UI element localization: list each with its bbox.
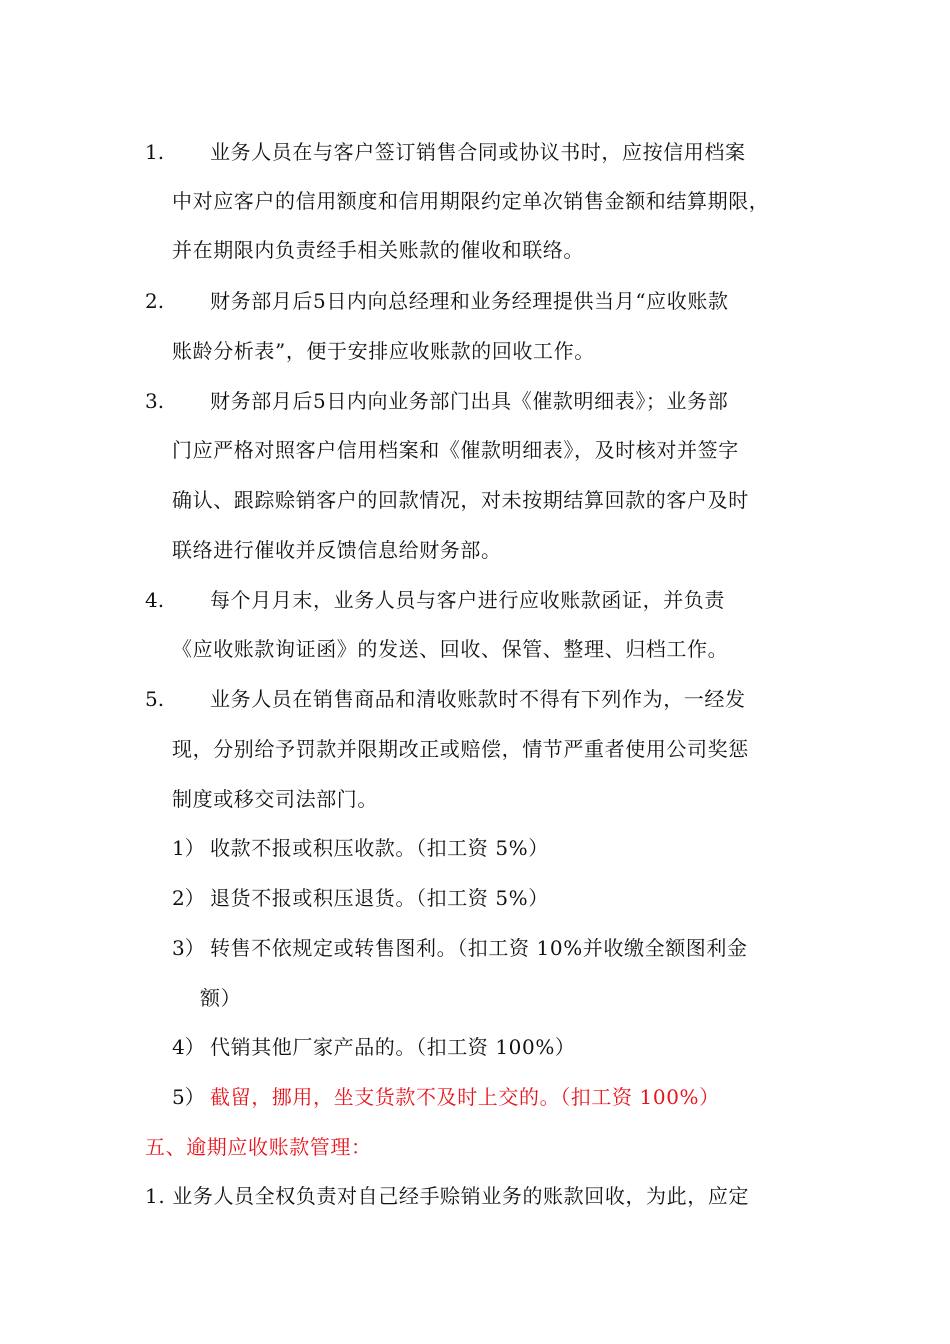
sub-item-2-number: 2）: [172, 886, 205, 910]
sub-item-2-text: 退货不报或积压退货。（扣工资 5%）: [210, 886, 549, 910]
sub-item-3-number: 3）: [172, 936, 205, 960]
item-5-line-2: 现，分别给予罚款并限期改正或赔偿，情节严重者使用公司奖惩: [172, 737, 749, 761]
item-1-number: 1.: [145, 140, 165, 164]
item-2-line-1: 财务部月后5日内向总经理和业务经理提供当月“应收账款: [210, 289, 729, 313]
item-3-line-3: 确认、跟踪赊销客户的回款情况，对未按期结算回款的客户及时: [172, 488, 749, 512]
item-4-number: 4.: [145, 588, 165, 612]
item-3-line-2: 门应严格对照客户信用档案和《催款明细表》，及时核对并签字: [172, 438, 739, 462]
sub-item-5-text: 截留，挪用，坐支货款不及时上交的。（扣工资 100%）: [210, 1085, 720, 1109]
sub-item-4-text: 代销其他厂家产品的。（扣工资 100%）: [210, 1035, 576, 1059]
sub-item-5-number: 5）: [172, 1085, 205, 1109]
item-2-line-2: 账龄分析表”，便于安排应收账款的回收工作。: [172, 339, 595, 363]
item-3-line-4: 联络进行催收并反馈信息给财务部。: [172, 538, 502, 562]
item-4-line-1: 每个月月末，业务人员与客户进行应收账款函证，并负责: [210, 588, 725, 612]
section-heading: 五、逾期应收账款管理：: [145, 1135, 372, 1159]
item-3-number: 3.: [145, 389, 165, 413]
item-3-line-1: 财务部月后5日内向业务部门出具《催款明细表》；业务部: [210, 389, 729, 413]
sub-item-4-number: 4）: [172, 1035, 205, 1059]
item-1-line-2: 中对应客户的信用额度和信用期限约定单次销售金额和结算期限，: [172, 189, 770, 213]
section-line-1: 1. 业务人员全权负责对自己经手赊销业务的账款回收，为此，应定: [145, 1184, 750, 1208]
item-5-line-3: 制度或移交司法部门。: [172, 787, 378, 811]
item-5-line-1: 业务人员在销售商品和清收账款时不得有下列作为，一经发: [210, 687, 746, 711]
sub-item-1-number: 1）: [172, 836, 205, 860]
sub-item-3-text: 转售不依规定或转售图利。（扣工资 10%并收缴全额图利金: [210, 936, 748, 960]
sub-item-1-text: 收款不报或积压收款。（扣工资 5%）: [210, 836, 549, 860]
item-1-line-3: 并在期限内负责经手相关账款的催收和联络。: [172, 238, 584, 262]
item-2-number: 2.: [145, 289, 165, 313]
item-4-line-2: 《应收账款询证函》的发送、回收、保管、整理、归档工作。: [172, 637, 729, 661]
item-5-number: 5.: [145, 687, 165, 711]
item-1-line-1: 业务人员在与客户签订销售合同或协议书时，应按信用档案: [210, 140, 746, 164]
sub-item-3-continuation: 额）: [200, 986, 242, 1010]
